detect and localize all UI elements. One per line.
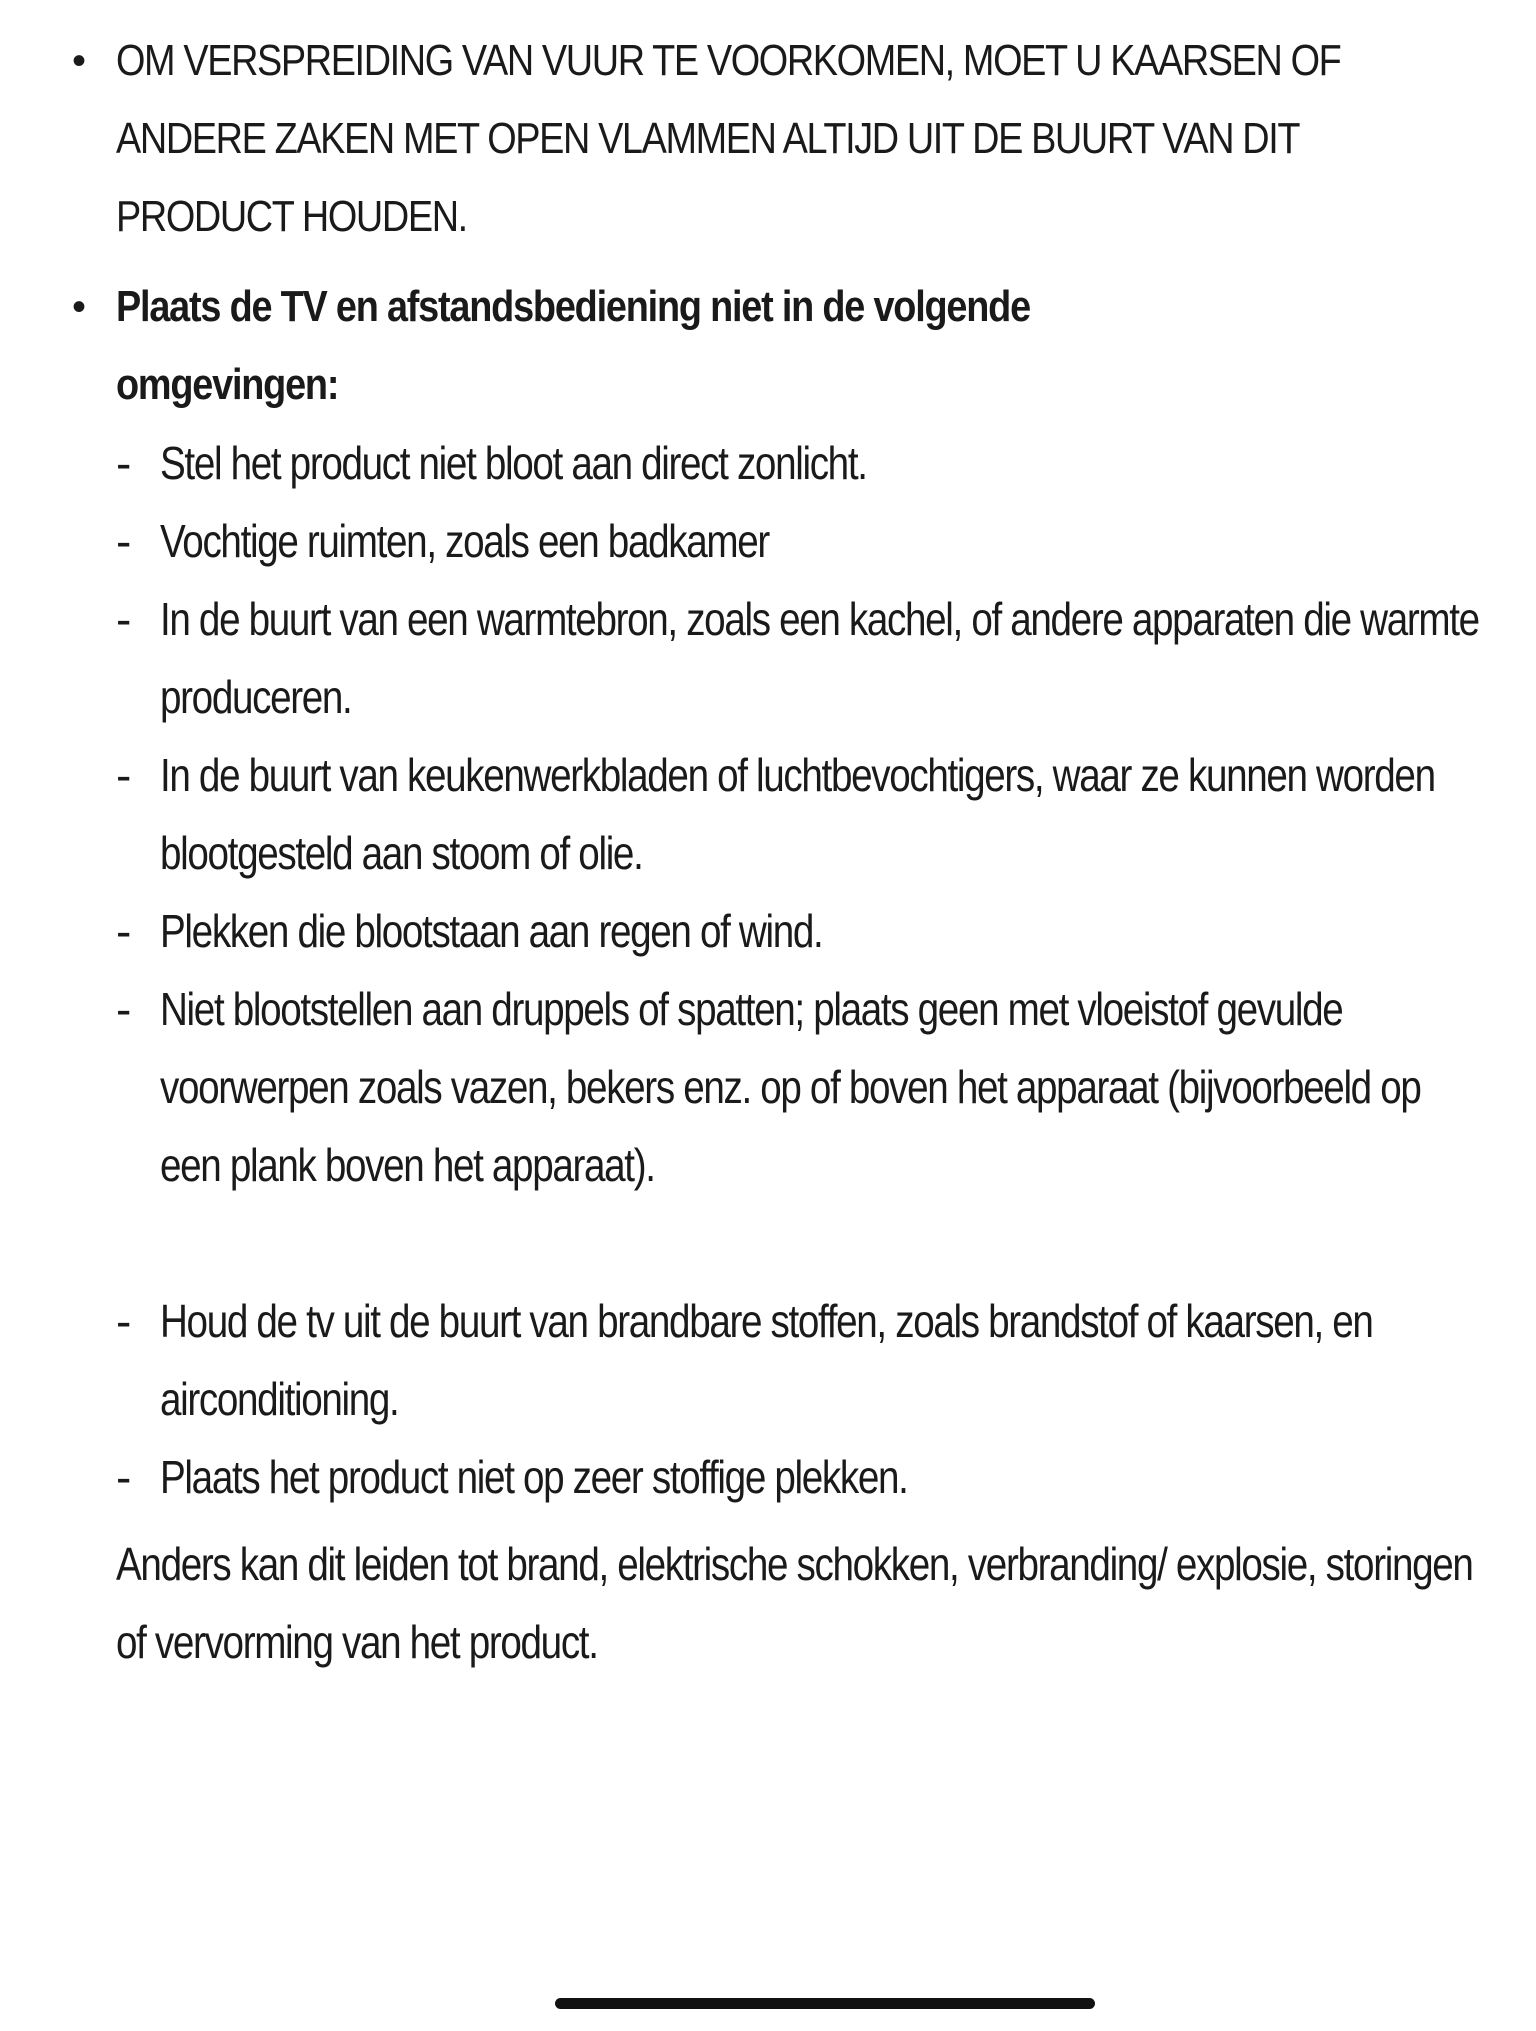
bullet-heading-text: Plaats de TV en afstandsbediening niet in de volgende omgevingen: [116, 282, 1030, 409]
dash-marker: - [116, 593, 132, 645]
list-item-text: Plekken die blootstaan aan regen of wind. [160, 905, 823, 957]
dash-marker: - [116, 1295, 132, 1347]
bullet-marker: • [72, 285, 87, 329]
dash-marker: - [116, 749, 132, 801]
bullet-text: OM VERSPREIDING VAN VUUR TE VOORKOMEN, MOET U KAARSEN OF ANDERE ZAKEN MET OPEN VLAMMEN ALTIJD UIT DE BUURT VAN DIT PRODUCT HOUDEN. [116, 36, 1341, 241]
list-item-text: Niet blootstellen aan druppels of spatten; plaats geen met vloeistof gevulde voorwerpen zoals vazen, bekers enz. op of boven het apparaat (bijvoorbeeld op een plank boven het apparaat). [160, 983, 1421, 1191]
dash-marker: - [116, 515, 132, 567]
dash-marker: - [116, 983, 132, 1035]
dash-marker: - [116, 905, 132, 957]
list-item-text: In de buurt van een warmtebron, zoals een kachel, of andere apparaten die warmte produceren. [160, 593, 1479, 723]
closing-paragraph: Anders kan dit leiden tot brand, elektrische schokken, verbranding/ explosie, storingen of vervorming van het product. [116, 1538, 1473, 1668]
list-item-text: Stel het product niet bloot aan direct zonlicht. [160, 437, 867, 489]
list-item-text: Houd de tv uit de buurt van brandbare stoffen, zoals brandstof of kaarsen, en airconditioning. [160, 1295, 1373, 1425]
list-item-text: Plaats het product niet op zeer stoffige plekken. [160, 1451, 908, 1503]
dash-marker: - [116, 437, 132, 489]
dash-marker: - [116, 1451, 132, 1503]
list-item-text: Vochtige ruimten, zoals een badkamer [160, 515, 769, 567]
home-indicator-bar[interactable] [555, 1998, 1095, 2009]
bullet-marker: • [72, 39, 87, 83]
list-item-text: In de buurt van keukenwerkbladen of luchtbevochtigers, waar ze kunnen worden blootgesteld aan stoom of olie. [160, 749, 1435, 879]
